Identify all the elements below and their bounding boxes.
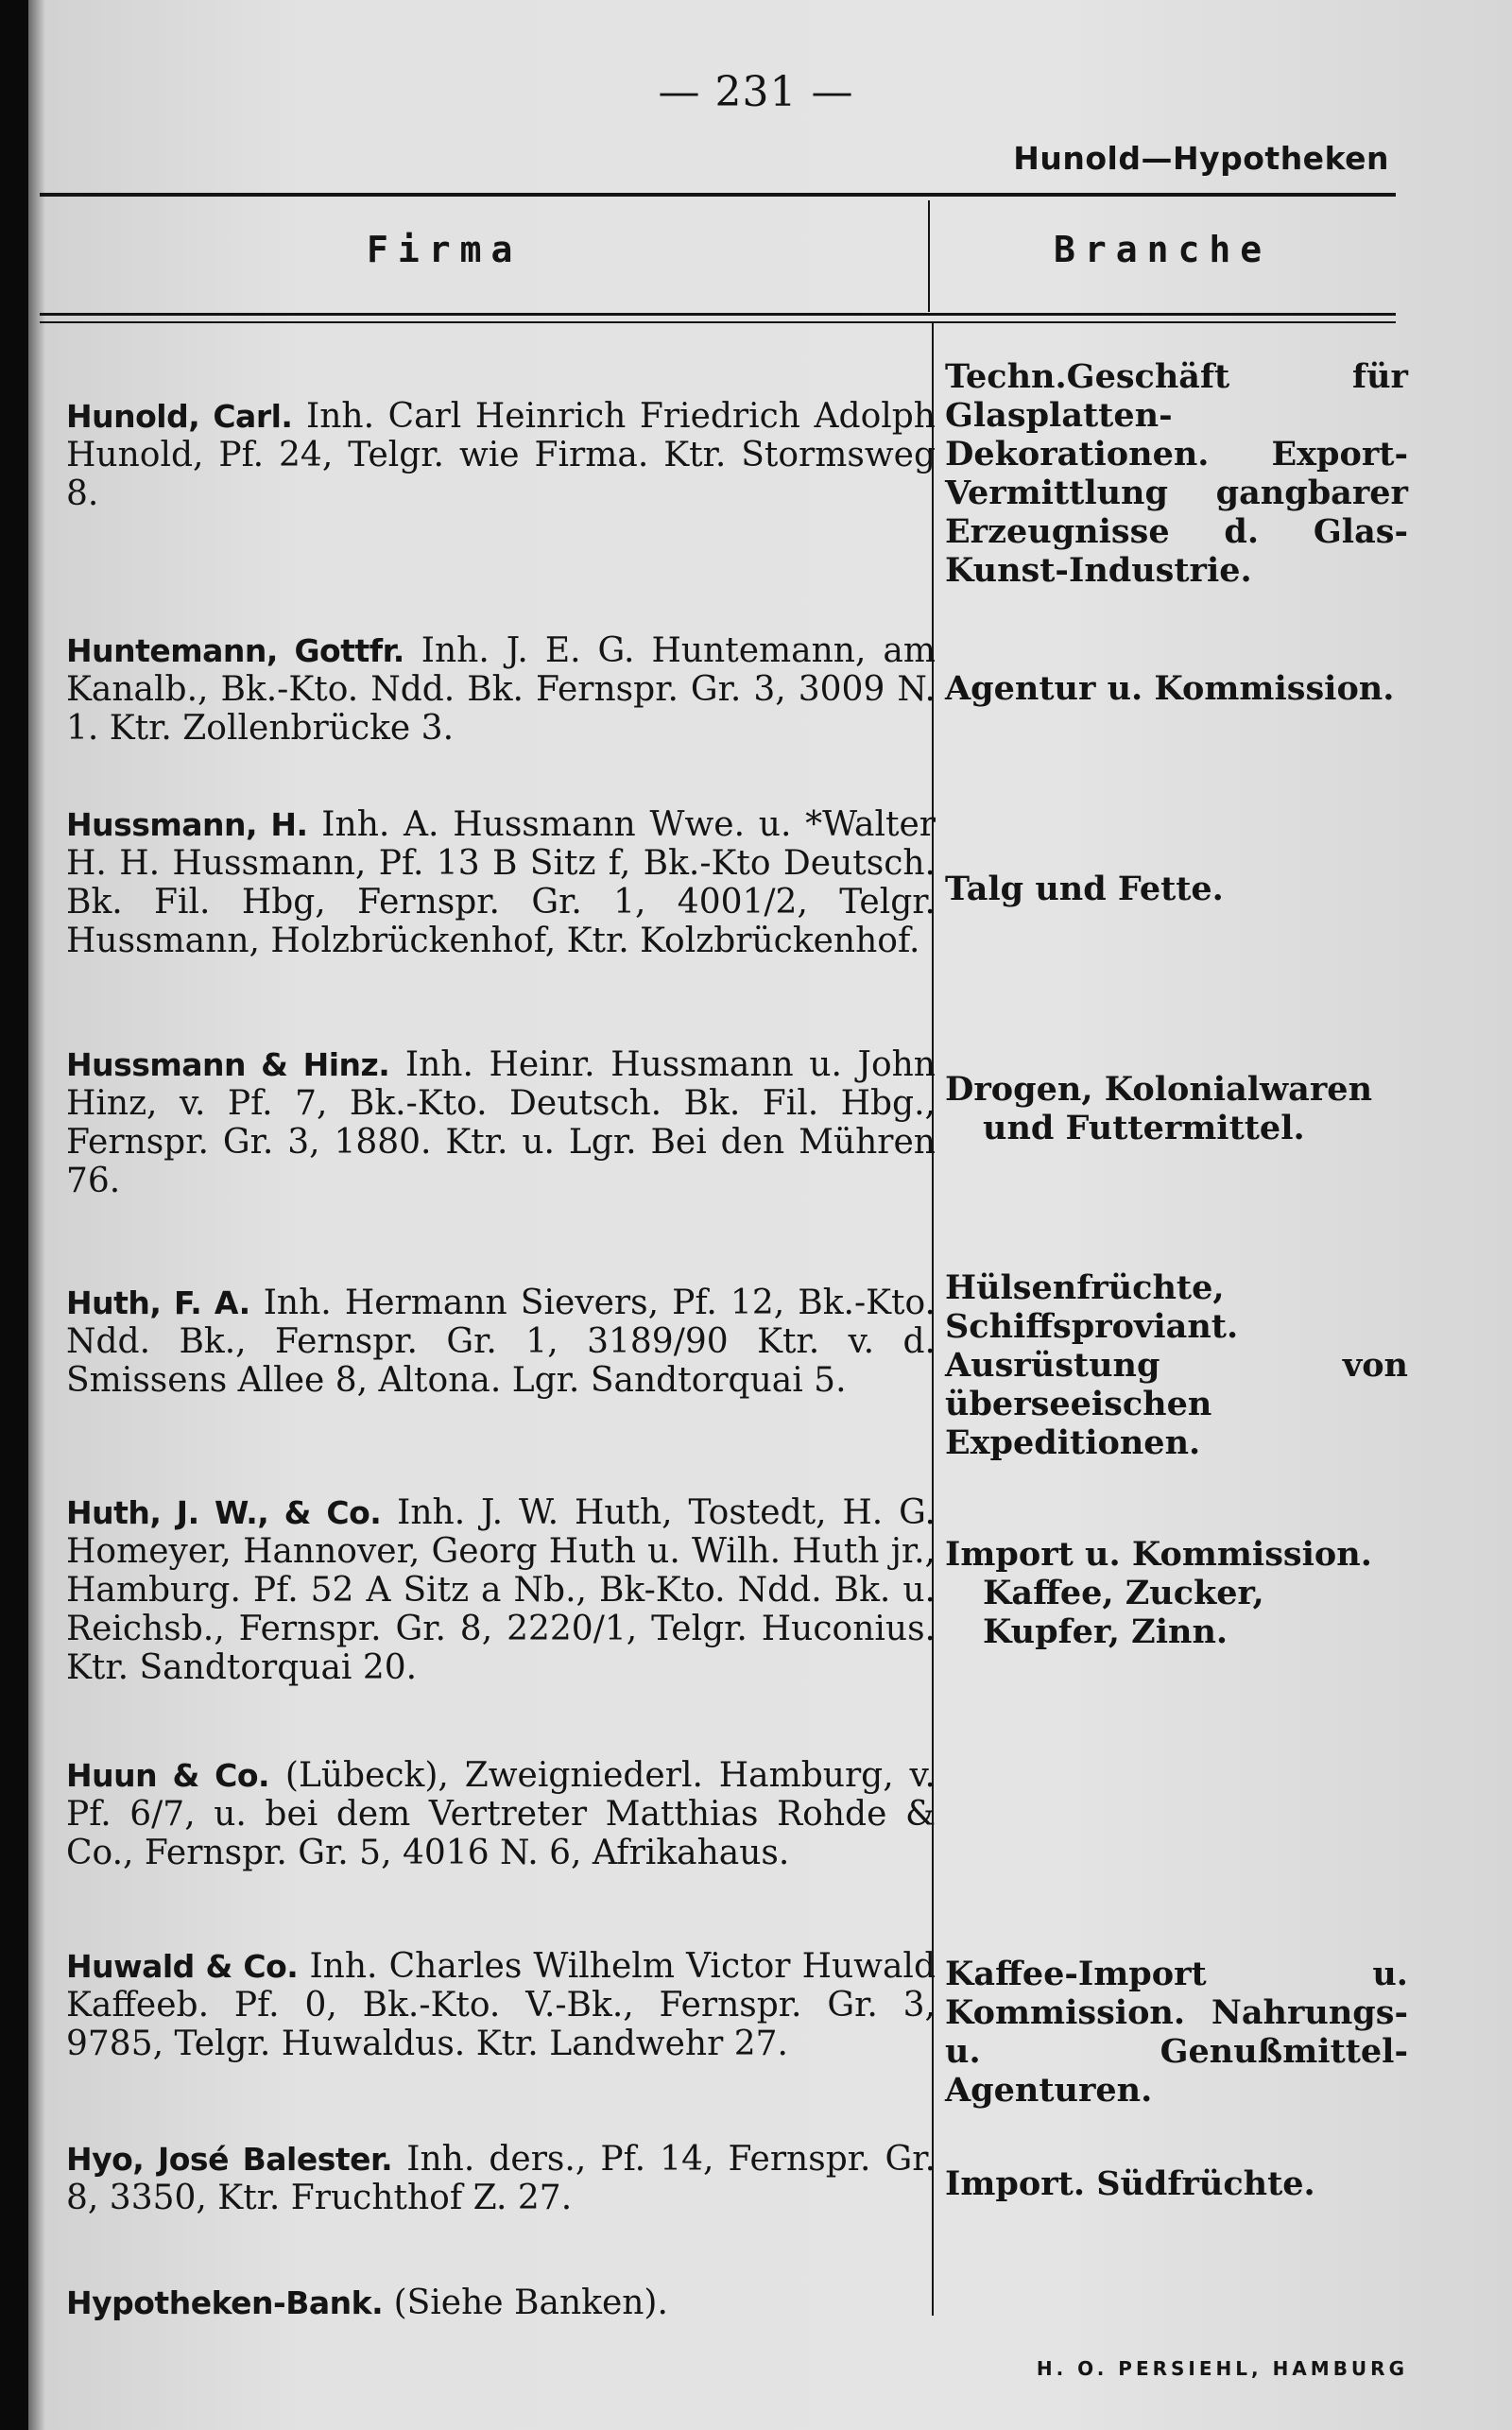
running-head: Hunold—Hypotheken (1013, 140, 1389, 177)
branche-line: Talg und Fette. (945, 870, 1224, 908)
page-number: — 231 — (658, 68, 854, 116)
firm-name: Hyo, José Balester. (66, 2141, 393, 2178)
firm-name: Huntemann, Gottfr. (66, 632, 404, 669)
entry-firma (66, 1045, 936, 1200)
entry-branche (945, 1268, 1408, 1462)
firm-details: Inh. Heinr. Hussmann u. John Hinz, v. Pf. 7, Bk.-Kto. Deutsch. Bk. Fil. Hbg., Fernspr. Gr. 3, 1880. Ktr. u. Lgr. Bei den Mühren 76. (66, 1045, 936, 1200)
entry-branche (945, 1070, 1408, 1147)
branche-line: und Futtermittel. (983, 1109, 1305, 1147)
branche-line: Drogen, Kolonialwaren (945, 1070, 1373, 1109)
branche-line: Kaffee-Import u. Kommission. Nahrungs- u. Genußmittel-Agenturen. (945, 1955, 1408, 2110)
entry-branche (945, 669, 1408, 708)
firm-details: Inh. J. W. Huth, Tostedt, H. G. Homeyer, Hannover, Georg Huth u. Wilh. Huth jr., Hamburg. Pf. 52 A Sitz a Nb., Bk-Kto. Ndd. Bk. u. Reichsb., Fernspr. Gr. 8, 2220/1, Telgr. Huconius. Ktr. Sandtorquai 20. (66, 1493, 936, 1687)
branche-line: Export-Vermittlung gangbarer Erzeugnisse d. Glas-Kunst-Industrie. (945, 435, 1408, 590)
firm-details: Inh. Carl Heinrich Friedrich Adolph Hunold, Pf. 24, Telgr. wie Firma. Ktr. Stormsweg 8. (66, 397, 936, 513)
firm-details: (Lübeck), Zweigniederl. Hamburg, v. Pf. 6/7, u. bei dem Vertreter Matthias Rohde & Co., Fernspr. Gr. 5, 4016 N. 6, Afrikahaus. (66, 1756, 936, 1872)
firm-name: Hussmann, H. (66, 806, 308, 843)
top-rule (40, 193, 1396, 197)
firm-name: Huth, J. W., & Co. (66, 1494, 382, 1531)
firm-name: Hypotheken-Bank. (66, 2284, 384, 2321)
firm-details: Inh. Hermann Sievers, Pf. 12, Bk.-Kto. Ndd. Bk., Fernspr. Gr. 1, 3189/90 Ktr. v. d. Smissens Allee 8, Altona. Lgr. Sandtorquai 5. (66, 1284, 936, 1400)
entry-firma (66, 805, 936, 960)
firm-name: Huun & Co. (66, 1757, 270, 1794)
entry-branche (945, 870, 1408, 908)
column-head-branche: Branche (1054, 229, 1272, 270)
entry-firma (66, 2140, 936, 2217)
branche-line: Kaffee, Zucker, Kupfer, Zinn. (983, 1574, 1264, 1651)
entry-firma (66, 397, 936, 513)
header-rule-1 (40, 313, 1396, 316)
column-head-firma: Firma (367, 229, 523, 270)
entry-firma (66, 2284, 936, 2322)
entry-firma (66, 1947, 936, 2063)
branche-line: Hülsenfrüchte, Schiffsproviant. Ausrüstung von überseeischen Expeditionen. (945, 1268, 1408, 1462)
firm-name: Huth, F. A. (66, 1284, 250, 1321)
firm-name: Hunold, Carl. (66, 398, 293, 435)
header-column-divider (928, 200, 930, 312)
binding-shadow (28, 0, 45, 2430)
firm-details: Inh. Charles Wilhelm Victor Huwald Kaffeeb. Pf. 0, Bk.-Kto. V.-Bk., Fernspr. Gr. 3, 9785, Telgr. Huwaldus. Ktr. Landwehr 27. (66, 1947, 936, 2063)
branche-line: Import u. Kommission. (945, 1535, 1372, 1574)
entry-branche (945, 1535, 1408, 1651)
entry-firma (66, 1284, 936, 1400)
branche-line: Import. Südfrüchte. (945, 2164, 1315, 2203)
firm-name: Hussmann & Hinz. (66, 1046, 390, 1083)
firm-name: Huwald & Co. (66, 1948, 299, 1985)
branche-line: Agentur u. Kommission. (945, 669, 1395, 708)
firm-details: (Siehe Banken). (393, 2284, 668, 2322)
page-binding-edge (0, 0, 28, 2430)
entry-branche (945, 357, 1408, 590)
entry-branche (945, 1955, 1408, 2110)
printer-imprint: H. O. PERSIEHL, HAMBURG (1036, 2357, 1408, 2380)
entry-firma (66, 1756, 936, 1872)
entry-firma (66, 631, 936, 748)
firm-details: Inh. A. Hussmann Wwe. u. *Walter H. H. Hussmann, Pf. 13 B Sitz f, Bk.-Kto Deutsch. Bk. Fil. Hbg, Fernspr. Gr. 1, 4001/2, Telgr. Hussmann, Holzbrückenhof, Ktr. Kolzbrückenhof. (66, 805, 936, 960)
firm-details: Inh. ders., Pf. 14, Fernspr. Gr. 8, 3350, Ktr. Fruchthof Z. 27. (66, 2140, 936, 2217)
header-rule-2 (40, 321, 1396, 323)
entry-firma (66, 1493, 936, 1687)
firm-details: Inh. J. E. G. Huntemann, am Kanalb., Bk.-Kto. Ndd. Bk. Fernspr. Gr. 3, 3009 N. 1. Ktr. Zollenbrücke 3. (66, 631, 936, 748)
branche-line: Techn.Geschäft für Glasplatten-Dekorationen. (945, 357, 1408, 474)
entry-branche (945, 2164, 1408, 2203)
